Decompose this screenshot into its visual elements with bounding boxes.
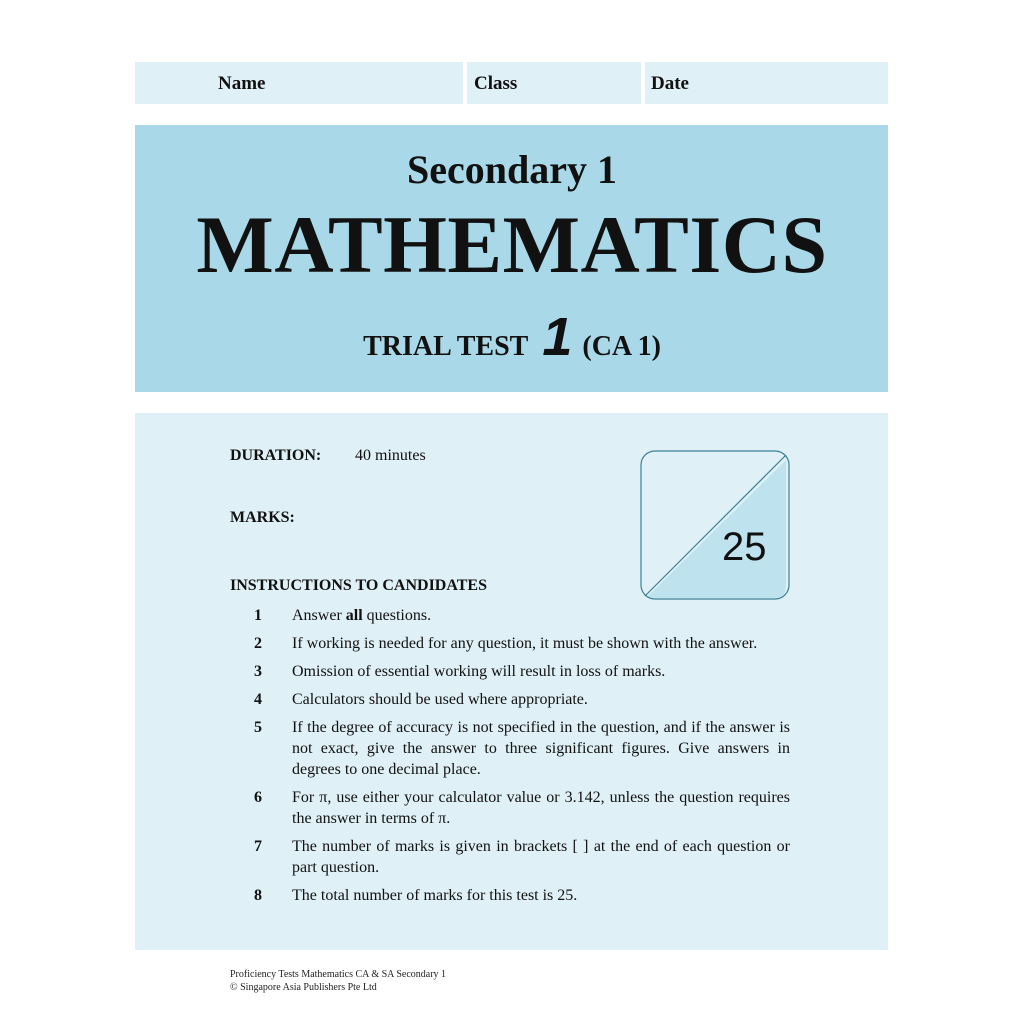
date-label: Date [651,73,689,94]
duration-value: 40 minutes [355,447,426,464]
instruction-item [230,633,790,654]
instruction-text: The total number of marks for this test is 25. [292,887,578,904]
class-field [467,62,641,104]
level-title: Secondary 1 [407,147,617,192]
total-marks-value: 25 [722,525,767,569]
test-number: 1 [542,307,573,367]
instruction-text: Omission of essential working will result in loss of marks. [292,663,666,680]
class-label: Class [474,73,518,94]
instruction-item [230,689,790,710]
name-label: Name [218,73,266,94]
instruction-text: If working is needed for any question, it must be shown with the answer. [292,635,758,652]
instructions [230,575,810,913]
name-field [135,62,463,104]
instruction-text: questions. [362,607,432,624]
instruction-item [230,661,790,682]
footer-book-title: Proficiency Tests Mathematics CA & SA Secondary 1 [230,969,447,980]
instruction-number: 7 [254,838,262,855]
instruction-text: For π, use either your calculator value or 3.142, unless the question requires the answer in terms of π. [292,789,790,827]
instruction-number: 6 [254,789,262,806]
instructions-title: INSTRUCTIONS TO CANDIDATES [230,577,487,594]
instruction-text: The number of marks is given in brackets [ ] at the end of each question or part question. [292,838,790,876]
instruction-text: Answer [292,607,346,624]
instructions-list [230,605,810,906]
duration-label: DURATION: [230,447,322,464]
instruction-item [230,605,790,626]
subject-title: MATHEMATICS [196,199,828,290]
marks-label: MARKS: [230,509,295,526]
instruction-number: 5 [254,719,262,736]
instruction-emphasis: all [345,607,363,624]
footer-copyright: © Singapore Asia Publishers Pte Ltd [230,982,377,993]
instruction-text: If the degree of accuracy is not specified in the question, and if the answer is not exact, give the answer to three significant figures. Give answers in degrees to one decimal place. [292,719,790,778]
instruction-number: 4 [254,691,262,708]
footer-credits [230,968,446,994]
instruction-item [230,885,790,906]
instruction-item [230,836,790,878]
instruction-item [230,717,790,780]
instruction-number: 1 [254,607,262,624]
date-field [645,62,888,104]
instruction-number: 2 [254,635,262,652]
instruction-item [230,787,790,829]
instruction-text: Calculators should be used where appropriate. [292,691,588,708]
test-suffix: (CA 1) [582,331,661,362]
instruction-number: 3 [254,663,262,680]
test-prefix: TRIAL TEST [363,331,529,362]
test-title [0,306,1024,368]
instruction-number: 8 [254,887,262,904]
